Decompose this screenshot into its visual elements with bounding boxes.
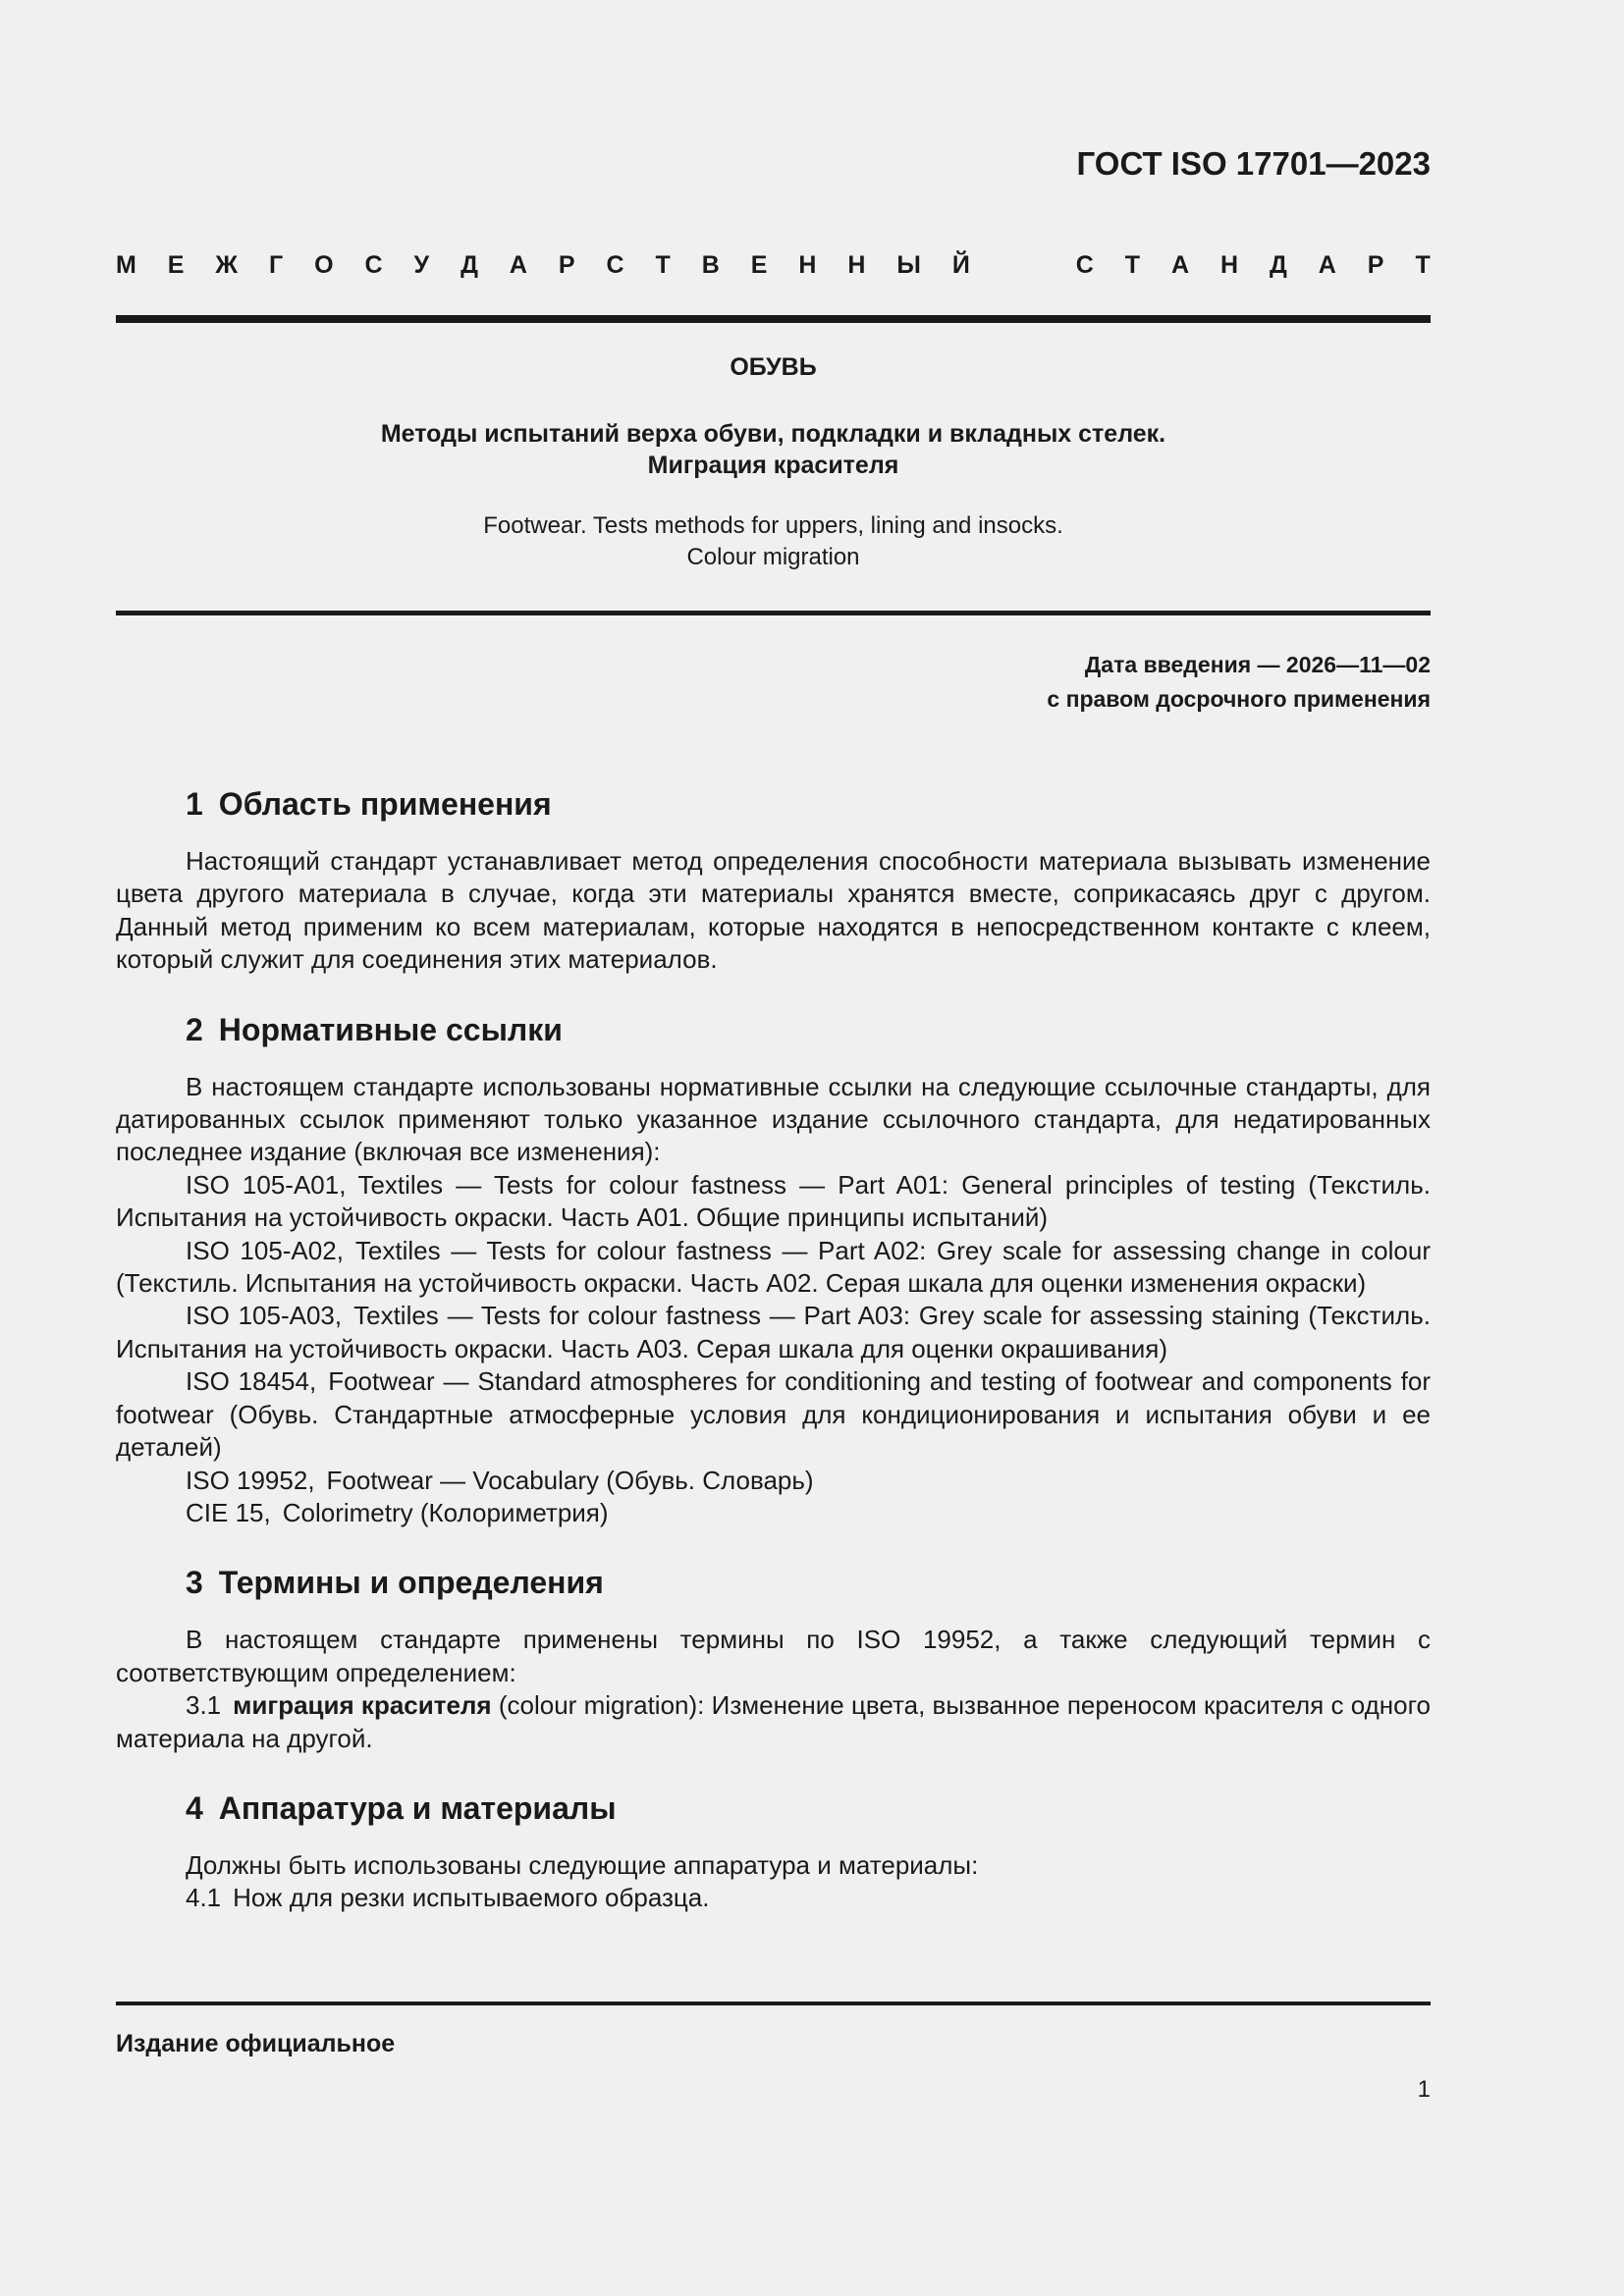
reference-item	[116, 1465, 1431, 1497]
letter: С	[364, 251, 383, 279]
subtitle-line: Методы испытаний верха обуви, подкладки и вкладных стелек.	[380, 420, 1166, 448]
section-number: 4	[186, 1789, 203, 1826]
letter: С	[606, 251, 624, 279]
document-body	[116, 780, 1431, 1945]
letter: Р	[1367, 251, 1384, 279]
section-terms-definitions	[116, 1559, 1431, 1755]
section-title: Нормативные ссылки	[218, 1011, 563, 1047]
letter: Н	[1220, 251, 1239, 279]
letter: С	[1075, 251, 1094, 279]
letter: О	[314, 251, 334, 279]
section-number: 3	[186, 1565, 203, 1601]
reference-item	[116, 1300, 1431, 1365]
term-definition	[116, 1689, 1431, 1755]
section-normative-references	[116, 1006, 1431, 1530]
date-block	[1047, 648, 1431, 717]
word-gap	[1001, 251, 1045, 280]
english-title-line: Footwear. Tests methods for uppers, lining and insocks.	[483, 512, 1063, 539]
reference-text: Textiles — Tests for colour fastness — Part A03: Grey scale for assessing staining (Текстиль. Испытания на устойчивость окраски. Часть А03. Серая шкала для оценки окрашивания)	[116, 1301, 1431, 1363]
paragraph: Настоящий стандарт устанавливает метод определения способности материала вызывать изменение цвета другого материала в случае, когда эти материалы хранятся вместе, соприкасаясь друг с другом. Данный метод применим ко всем материалам, которые находятся в непосредственном контакте с клеем, который служит для соединения этих материалов.	[116, 846, 1431, 975]
reference-text: Colorimetry (Колориметрия)	[282, 1497, 609, 1527]
reference-item	[116, 1235, 1431, 1301]
section-heading	[116, 1559, 1431, 1606]
reference-code: ISO 105-A03,	[186, 1301, 343, 1331]
section-heading	[116, 1006, 1431, 1053]
section-number: 1	[186, 786, 203, 822]
section-heading	[116, 780, 1431, 828]
letter: Ы	[896, 251, 921, 279]
reference-text: Textiles — Tests for colour fastness — Part A02: Grey scale for assessing change in colour (Текстиль. Испытания на устойчивость окраски. Часть А02. Серая шкала для оценки изменения окраски)	[116, 1235, 1431, 1299]
letter: У	[413, 251, 430, 279]
letter: М	[116, 251, 136, 279]
paragraph: В настоящем стандарте применены термины по ISO 19952, а также следующий термин с соответствующим определением:	[116, 1625, 1431, 1687]
reference-code: ISO 105-A02,	[186, 1235, 344, 1265]
reference-text: Footwear — Vocabulary (Обувь. Словарь)	[326, 1465, 814, 1495]
section-scope	[116, 780, 1431, 977]
item-text: Нож для резки испытываемого образца.	[233, 1883, 710, 1913]
title-divider	[116, 611, 1431, 615]
page-number: 1	[1417, 2076, 1431, 2103]
letter: Й	[951, 251, 970, 279]
letter: Т	[655, 251, 671, 279]
letter: А	[1170, 251, 1190, 279]
letter: Н	[847, 251, 866, 279]
letter: Д	[1270, 251, 1287, 279]
section-title: Аппаратура и материалы	[218, 1789, 617, 1826]
section-title: Область применения	[218, 786, 552, 822]
reference-item	[116, 1365, 1431, 1464]
letter: Т	[1124, 251, 1141, 279]
document-page	[116, 0, 1431, 2296]
apparatus-item	[116, 1882, 1431, 1914]
letter: А	[509, 251, 527, 279]
subtitle-line: Миграция красителя	[647, 452, 899, 479]
document-subtitle	[116, 418, 1431, 481]
english-title-line: Colour migration	[686, 544, 860, 570]
letter: Р	[558, 251, 575, 279]
english-title	[116, 510, 1431, 573]
letter: Ж	[215, 251, 239, 279]
section-apparatus	[116, 1785, 1431, 1915]
term-description: (colour migration): Изменение цвета, вызванное переносом красителя с одного материала на другой.	[116, 1690, 1431, 1753]
document-title: ОБУВЬ	[730, 353, 817, 381]
reference-code: CIE 15,	[186, 1497, 271, 1527]
introduction-date: Дата введения — 2026—11—02	[1084, 652, 1431, 677]
letter: Д	[460, 251, 478, 279]
letter: Е	[167, 251, 185, 279]
section-number: 2	[186, 1011, 203, 1047]
letter: В	[701, 251, 720, 279]
letter: А	[1318, 251, 1336, 279]
reference-item	[116, 1497, 1431, 1529]
letter: Т	[1415, 251, 1431, 279]
reference-code: ISO 19952,	[186, 1465, 315, 1495]
paragraph: Должны быть использованы следующие аппаратура и материалы:	[186, 1849, 979, 1880]
paragraph: В настоящем стандарте использованы нормативные ссылки на следующие ссылочные стандарты, для датированных ссылок применяют только указанное издание ссылочного стандарта, для недатированных последнее издание (включая все изменения):	[116, 1071, 1431, 1167]
letter: Е	[750, 251, 768, 279]
official-edition-label: Издание официальное	[116, 2030, 396, 2057]
early-application-note: с правом досрочного применения	[1047, 686, 1431, 712]
section-heading	[116, 1785, 1431, 1832]
reference-text: Textiles — Tests for colour fastness — Part A01: General principles of testing (Текстиль. Испытания на устойчивость окраски. Часть А01. Общие принципы испытаний)	[116, 1169, 1431, 1233]
term-number: 3.1	[186, 1690, 222, 1721]
reference-item	[116, 1169, 1431, 1235]
letter: Г	[268, 251, 284, 279]
term: миграция красителя	[233, 1690, 492, 1721]
section-title: Термины и определения	[218, 1565, 604, 1601]
reference-text: Footwear — Standard atmospheres for conditioning and testing of footwear and components for footwear (Обувь. Стандартные атмосферные условия для кондиционирования и испытания обуви и ее деталей)	[116, 1366, 1431, 1463]
header-divider	[116, 315, 1431, 323]
standard-designation: ГОСТ ISO 17701—2023	[1076, 145, 1431, 182]
reference-code: ISO 105-A01,	[186, 1169, 347, 1200]
letter: Н	[798, 251, 817, 279]
footer-divider	[116, 2002, 1431, 2005]
item-number: 4.1	[186, 1883, 222, 1913]
reference-code: ISO 18454,	[186, 1366, 317, 1397]
interstate-standard-heading	[116, 251, 1431, 280]
